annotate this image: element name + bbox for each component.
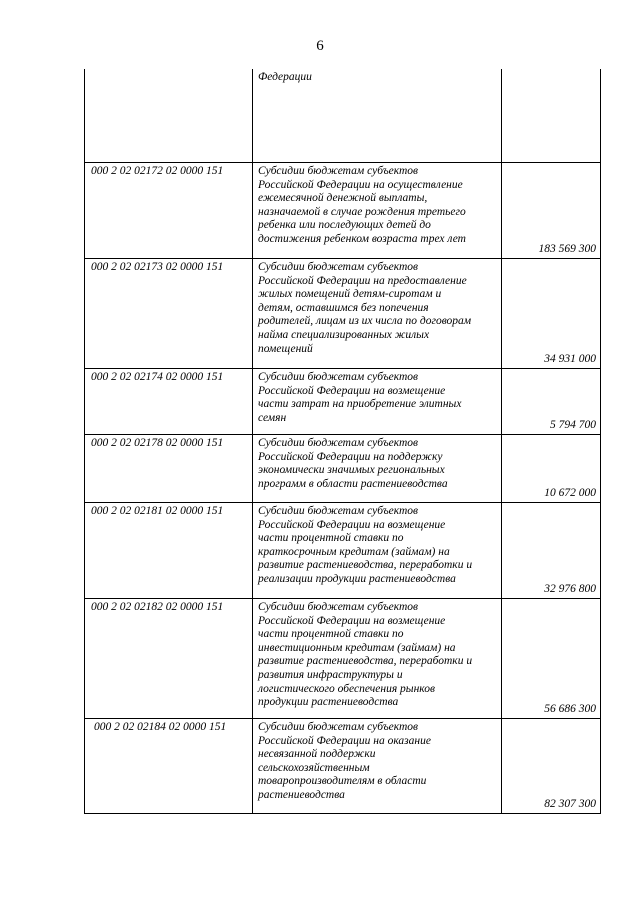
description-line: детям, оставшимся без попечения bbox=[258, 301, 429, 314]
description-line: краткосрочным кредитам (займам) на bbox=[258, 545, 450, 558]
description-line: Российской Федерации на оказание bbox=[258, 734, 431, 747]
table-row bbox=[85, 369, 601, 435]
table-row bbox=[85, 503, 601, 599]
description-line: части процентной ставки по bbox=[258, 628, 404, 641]
description-line: развитие растениеводства, переработки и bbox=[258, 655, 473, 668]
description-cell bbox=[253, 259, 502, 369]
description-line: развития инфраструктуры и bbox=[258, 668, 403, 681]
description-line: товаропроизводителям в области bbox=[258, 775, 427, 788]
description-line: Федерации bbox=[258, 71, 312, 83]
amount-cell: 34 931 000 bbox=[502, 259, 601, 369]
description-line: части процентной ставки по bbox=[258, 532, 404, 545]
description-line: Субсидии бюджетам субъектов bbox=[258, 261, 419, 273]
description-line: несвязанной поддержки bbox=[258, 748, 376, 761]
description-line: Российской Федерации на поддержку bbox=[258, 450, 443, 463]
table-row bbox=[85, 719, 601, 814]
page-number: 6 bbox=[316, 38, 324, 54]
description-line: ребенка или последующих детей до bbox=[258, 219, 431, 232]
table-row bbox=[85, 163, 601, 259]
description-line: Российской Федерации на возмещение bbox=[258, 384, 446, 397]
description-line: Субсидии бюджетам субъектов bbox=[258, 601, 419, 613]
description-line: Российской Федерации на осуществление bbox=[258, 178, 463, 191]
description-cell bbox=[253, 435, 502, 503]
amount-cell: 183 569 300 bbox=[502, 163, 601, 259]
code-cell: 000 2 02 02172 02 0000 151 bbox=[85, 163, 253, 259]
description-line: Субсидии бюджетам субъектов bbox=[258, 721, 419, 733]
amount-cell: 56 686 300 bbox=[502, 599, 601, 719]
code-cell: 000 2 02 02181 02 0000 151 bbox=[85, 503, 253, 599]
description-cell bbox=[253, 163, 502, 259]
description-line: ежемесячной денежной выплаты, bbox=[258, 192, 428, 205]
table-row bbox=[85, 599, 601, 719]
description-line: Российской Федерации на возмещение bbox=[258, 518, 446, 531]
description-line: достижения ребенком возраста трех лет bbox=[258, 232, 466, 245]
amount-cell bbox=[502, 69, 601, 163]
description-line: Российской Федерации на возмещение bbox=[258, 614, 446, 627]
description-line: помещений bbox=[258, 342, 313, 355]
budget-table bbox=[84, 69, 601, 814]
description-cell bbox=[253, 369, 502, 435]
description-line: найма специализированных жилых bbox=[258, 328, 430, 341]
code-cell bbox=[85, 69, 253, 163]
amount-cell: 10 672 000 bbox=[502, 435, 601, 503]
code-cell: 000 2 02 02184 02 0000 151 bbox=[85, 719, 253, 814]
description-line: растениеводства bbox=[258, 788, 345, 801]
description-cell bbox=[253, 719, 502, 814]
description-line: инвестиционным кредитам (займам) на bbox=[258, 641, 456, 654]
table-row-continuation bbox=[85, 69, 601, 163]
description-line: реализации продукции растениеводства bbox=[258, 572, 456, 585]
description-cell bbox=[253, 503, 502, 599]
code-cell: 000 2 02 02182 02 0000 151 bbox=[85, 599, 253, 719]
description-line: семян bbox=[258, 411, 287, 424]
description-line: сельскохозяйственным bbox=[258, 761, 370, 774]
description-line: части затрат на приобретение элитных bbox=[258, 398, 462, 411]
description-line: Субсидии бюджетам субъектов bbox=[258, 165, 419, 177]
description-line: Субсидии бюджетам субъектов bbox=[258, 437, 419, 449]
table-row bbox=[85, 259, 601, 369]
table-row bbox=[85, 435, 601, 503]
description-line: Субсидии бюджетам субъектов bbox=[258, 371, 419, 383]
description-cell bbox=[253, 69, 502, 163]
code-cell: 000 2 02 02174 02 0000 151 bbox=[85, 369, 253, 435]
description-cell bbox=[253, 599, 502, 719]
amount-cell: 82 307 300 bbox=[502, 719, 601, 814]
description-line: развитие растениеводства, переработки и bbox=[258, 559, 473, 572]
description-line: назначаемой в случае рождения третьего bbox=[258, 205, 466, 218]
code-cell: 000 2 02 02173 02 0000 151 bbox=[85, 259, 253, 369]
description-line: родителей, лицам из их числа по договорам bbox=[258, 315, 472, 328]
description-line: продукции растениеводства bbox=[258, 696, 399, 709]
description-line: экономически значимых региональных bbox=[258, 464, 445, 477]
description-line: Субсидии бюджетам субъектов bbox=[258, 505, 419, 517]
amount-cell: 5 794 700 bbox=[502, 369, 601, 435]
code-cell: 000 2 02 02178 02 0000 151 bbox=[85, 435, 253, 503]
description-line: Российской Федерации на предоставление bbox=[258, 274, 467, 287]
amount-cell: 32 976 800 bbox=[502, 503, 601, 599]
description-line: программ в области растениеводства bbox=[258, 477, 448, 490]
description-line: жилых помещений детям-сиротам и bbox=[258, 288, 442, 301]
description-line: логистического обеспечения рынков bbox=[258, 682, 435, 695]
